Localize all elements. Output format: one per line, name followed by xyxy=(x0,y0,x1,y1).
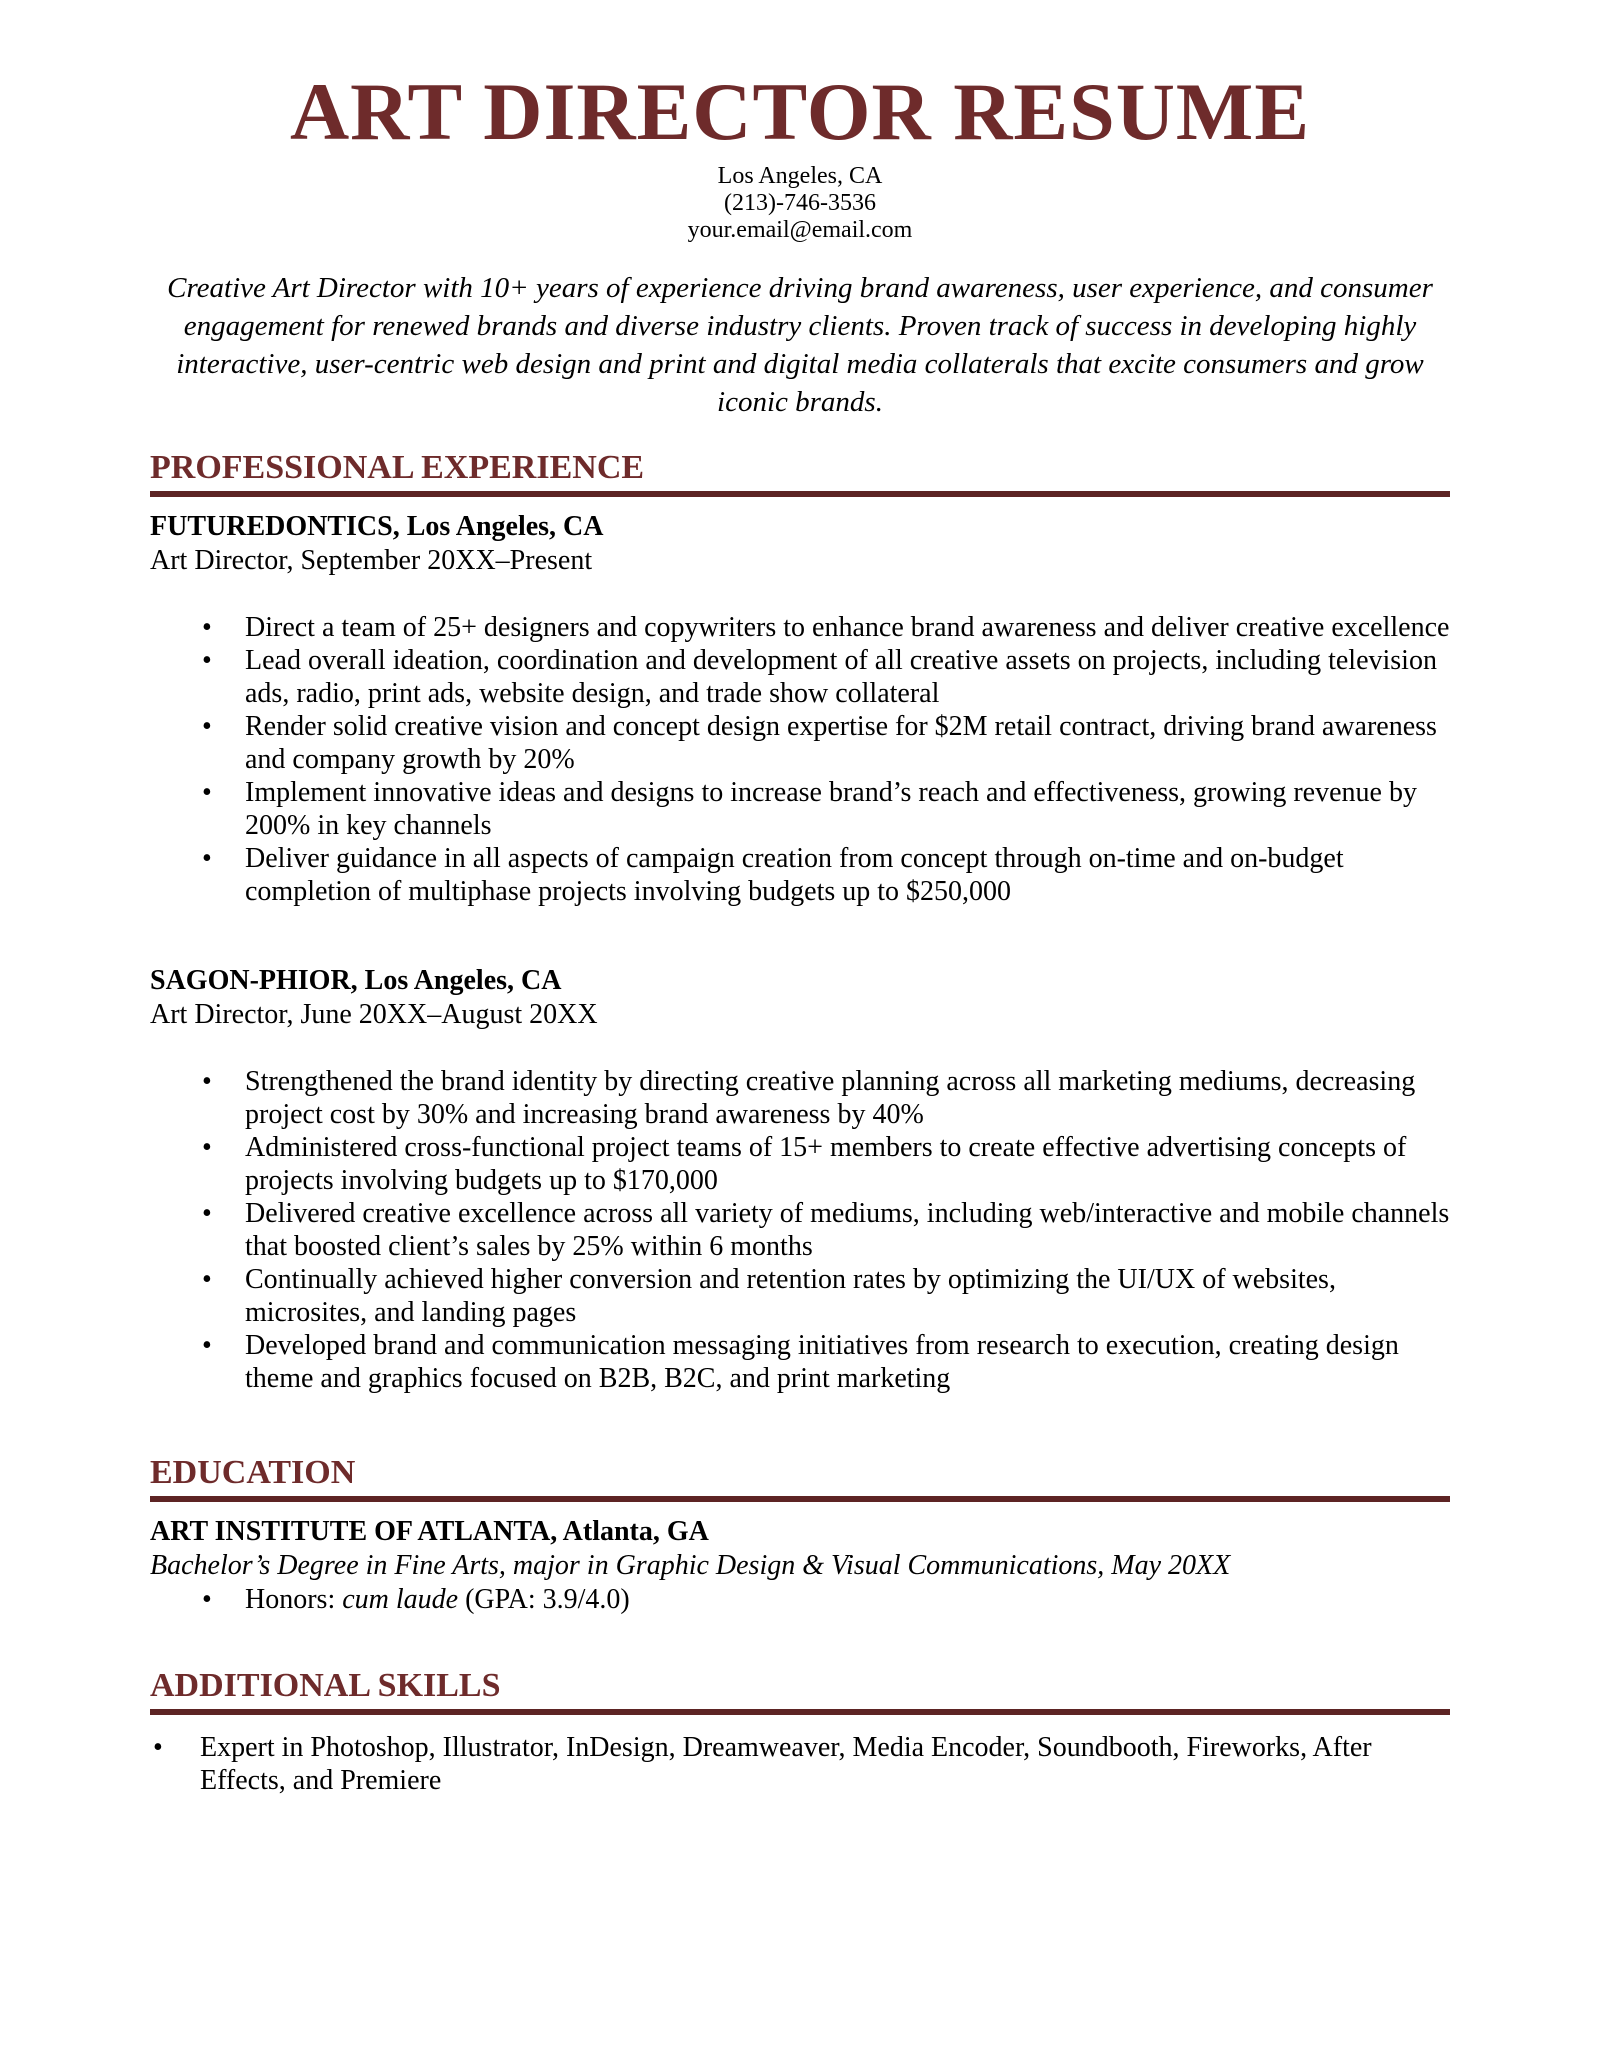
job-role-dates: Art Director, June 20XX–August 20XX xyxy=(150,998,598,1030)
section-education xyxy=(150,1453,1450,1616)
honors-bullet xyxy=(150,1583,1450,1616)
job-bullet: • Lead overall ideation, coordination and development of all creative assets on projects, including television ads, radio, print ads, website design, and trade show collateral xyxy=(150,644,1450,710)
section-additional-skills xyxy=(150,1666,1450,1797)
section-heading-education: EDUCATION xyxy=(150,1453,1450,1502)
job-company: SAGON-PHIOR, Los Angeles, CA xyxy=(150,964,562,996)
education-school: ART INSTITUTE OF ATLANTA, Atlanta, GA xyxy=(150,1516,709,1548)
section-professional-experience xyxy=(150,448,1450,1395)
page-title: ART DIRECTOR RESUME xyxy=(289,66,1311,157)
job-bullet: • Deliver guidance in all aspects of campaign creation from concept through on-time and on-budget completion of multiphase projects involving budgets up to $250,000 xyxy=(150,842,1450,908)
contact-block xyxy=(150,163,1450,244)
contact-phone: (213)-746-3536 xyxy=(724,189,876,216)
job-role-dates: Art Director, September 20XX–Present xyxy=(150,544,593,576)
section-heading-professional-experience: PROFESSIONAL EXPERIENCE xyxy=(150,448,1450,497)
job-bullet-list xyxy=(150,611,1450,908)
resume-header xyxy=(150,66,1450,244)
job-entry xyxy=(150,964,1450,1395)
education-bullet-list xyxy=(150,1583,1450,1616)
job-company: FUTUREDONTICS, Los Angeles, CA xyxy=(150,510,604,542)
job-bullet: • Developed brand and communication messaging initiatives from research to execution, creating design theme and graphics focused on B2B, B2C, and print marketing xyxy=(150,1329,1450,1395)
job-bullet: • Implement innovative ideas and designs to increase brand’s reach and effectiveness, growing revenue by 200% in key channels xyxy=(150,776,1450,842)
job-bullet: • Administered cross-functional project teams of 15+ members to create effective advertising concepts of projects involving budgets up to $170,000 xyxy=(150,1131,1450,1197)
honors-gpa: (GPA: 3.9/4.0) xyxy=(458,1584,630,1616)
skills-bullet: • Expert in Photoshop, Illustrator, InDesign, Dreamweaver, Media Encoder, Soundbooth, Fireworks, After Effects, and Premiere xyxy=(150,1731,1450,1797)
contact-location: Los Angeles, CA xyxy=(717,162,883,189)
skills-bullet-list xyxy=(150,1731,1450,1797)
honors-latin-phrase: cum laude xyxy=(342,1584,459,1616)
honors-prefix: Honors: xyxy=(245,1584,343,1616)
job-bullet-list xyxy=(150,1065,1450,1395)
contact-email: your.email@email.com xyxy=(687,216,913,243)
section-heading-additional-skills: ADDITIONAL SKILLS xyxy=(150,1666,1450,1715)
job-bullet: • Direct a team of 25+ designers and copywriters to enhance brand awareness and deliver creative excellence xyxy=(150,611,1450,644)
job-bullet: • Continually achieved higher conversion and retention rates by optimizing the UI/UX of websites, microsites, and landing pages xyxy=(150,1263,1450,1329)
education-degree: Bachelor’s Degree in Fine Arts, major in Graphic Design & Visual Communications, May 20XX xyxy=(150,1550,1231,1582)
job-bullet: • Strengthened the brand identity by directing creative planning across all marketing mediums, decreasing project cost by 30% and increasing brand awareness by 40% xyxy=(150,1065,1450,1131)
job-entry xyxy=(150,510,1450,908)
summary-paragraph: Creative Art Director with 10+ years of experience driving brand awareness, user experience, and consumer engagement for renewed brands and diverse industry clients. Proven track of success in developing highly interactive, user-centric web design and print and digital media collaterals that excite consumers and grow iconic brands. xyxy=(167,271,1433,418)
job-bullet: • Render solid creative vision and concept design expertise for $2M retail contract, driving brand awareness and company growth by 20% xyxy=(150,710,1450,776)
job-bullet: • Delivered creative excellence across all variety of mediums, including web/interactive and mobile channels that boosted client’s sales by 25% within 6 months xyxy=(150,1197,1450,1263)
